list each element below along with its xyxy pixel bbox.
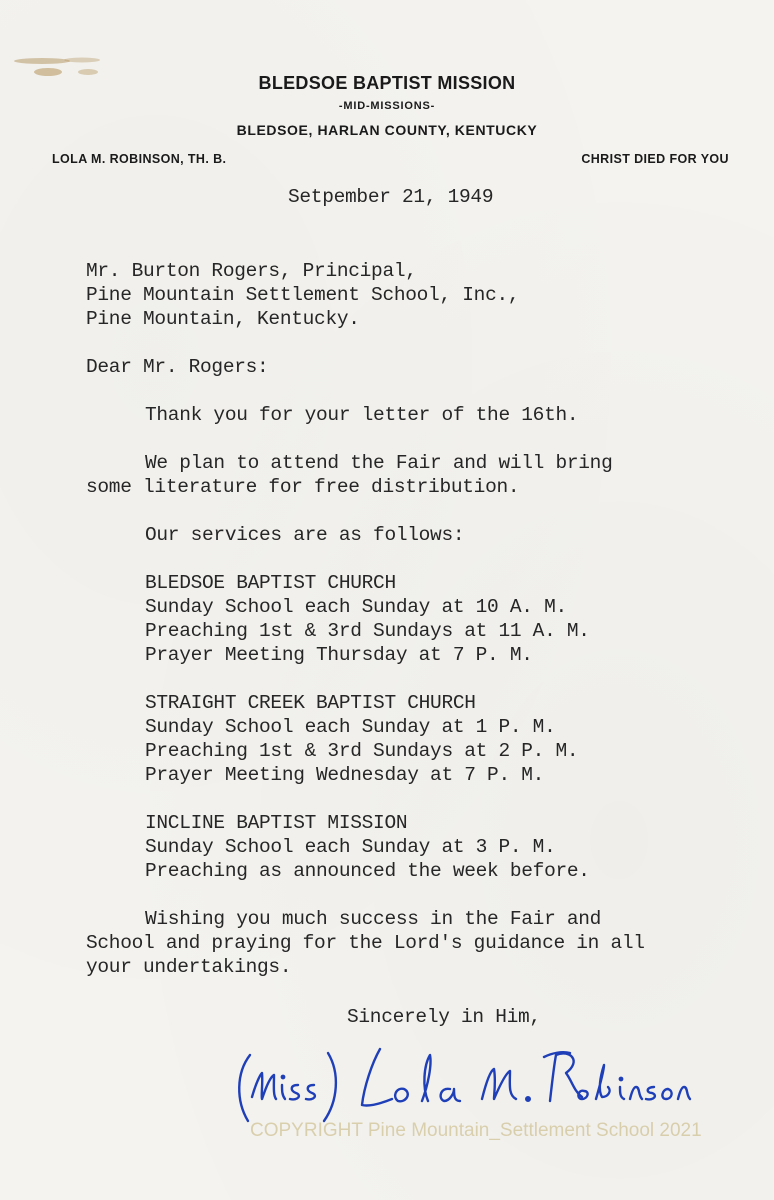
paragraph-thanks: Thank you for your letter of the 16th.: [145, 404, 579, 426]
valediction: Sincerely in Him,: [347, 1006, 541, 1028]
paragraph-fair-line: some literature for free distribution.: [86, 476, 520, 498]
handwritten-signature: [232, 1035, 692, 1130]
service-line: Preaching 1st & 3rd Sundays at 11 A. M.: [145, 620, 590, 642]
service-line: Prayer Meeting Thursday at 7 P. M.: [145, 644, 533, 666]
salutation: Dear Mr. Rogers:: [86, 356, 269, 378]
closing-paragraph-line: your undertakings.: [86, 956, 292, 978]
church-name: INCLINE BAPTIST MISSION: [145, 812, 408, 834]
recipient-line: Mr. Burton Rogers, Principal,: [86, 260, 417, 282]
closing-paragraph-line: School and praying for the Lord's guidance in all: [86, 932, 645, 954]
letterhead-subtitle: -MID-MISSIONS-: [338, 100, 436, 112]
paragraph-fair-line: We plan to attend the Fair and will bring: [145, 452, 613, 474]
service-line: Sunday School each Sunday at 3 P. M.: [145, 836, 556, 858]
service-line: Preaching as announced the week before.: [145, 860, 590, 882]
letterhead-motto: CHRIST DIED FOR YOU: [581, 152, 729, 166]
recipient-line: Pine Mountain, Kentucky.: [86, 308, 360, 330]
letterhead-sender-name: LOLA M. ROBINSON, TH. B.: [52, 152, 227, 166]
service-line: Preaching 1st & 3rd Sundays at 2 P. M.: [145, 740, 579, 762]
copyright-watermark: COPYRIGHT Pine Mountain_Settlement School 2021: [250, 1120, 702, 1141]
letter-date: Setpember 21, 1949: [288, 186, 494, 208]
service-line: Prayer Meeting Wednesday at 7 P. M.: [145, 764, 545, 786]
church-name: STRAIGHT CREEK BAPTIST CHURCH: [145, 692, 476, 714]
letterhead-title: BLEDSOE BAPTIST MISSION: [258, 73, 516, 93]
letterhead-address: BLEDSOE, HARLAN COUNTY, KENTUCKY: [236, 122, 538, 138]
church-name: BLEDSOE BAPTIST CHURCH: [145, 572, 396, 594]
service-line: Sunday School each Sunday at 1 P. M.: [145, 716, 556, 738]
recipient-line: Pine Mountain Settlement School, Inc.,: [86, 284, 520, 306]
closing-paragraph-line: Wishing you much success in the Fair and: [145, 908, 602, 930]
paragraph-services-intro: Our services are as follows:: [145, 524, 465, 546]
service-line: Sunday School each Sunday at 10 A. M.: [145, 596, 567, 618]
